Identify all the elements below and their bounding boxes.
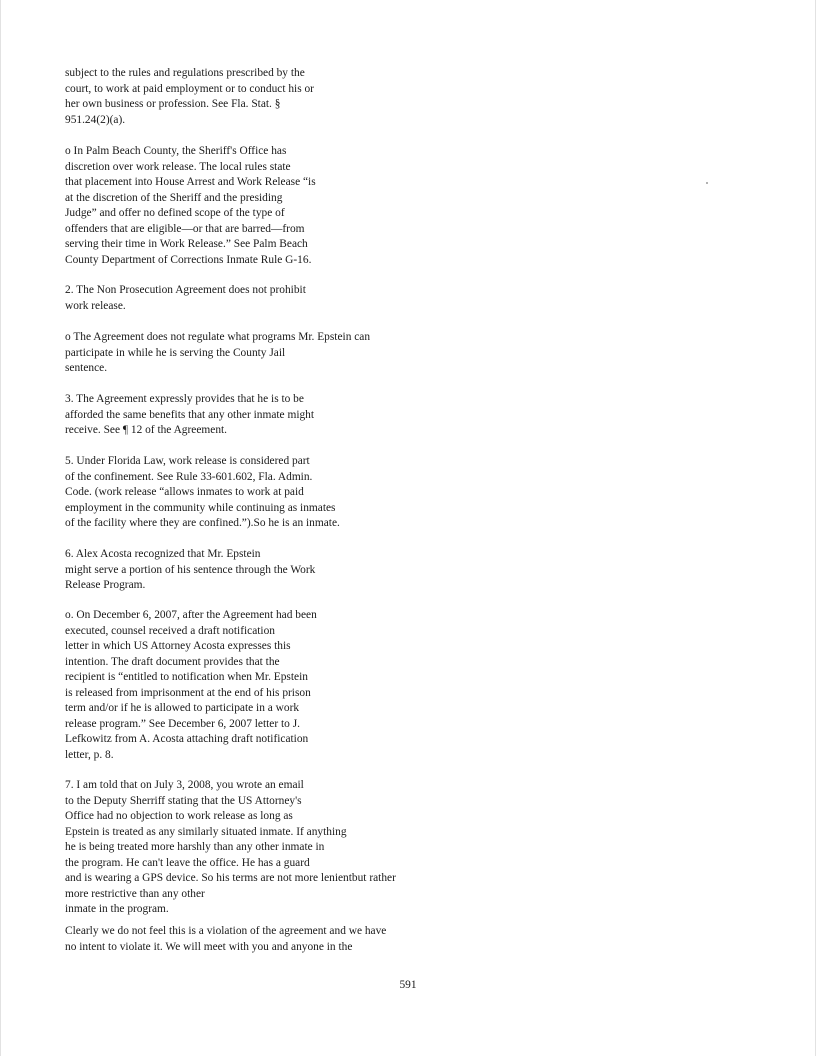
text-line: executed, counsel received a draft notification [65, 624, 275, 637]
text-line: to the Deputy Sherriff stating that the US Attorney's [65, 794, 302, 807]
text-line: serving their time in Work Release.” See Palm Beach [65, 238, 308, 250]
scan-left-edge [0, 0, 1, 1056]
text-line: release program.” See December 6, 2007 letter to J. [65, 717, 300, 730]
text-line: County Department of Corrections Inmate Rule G-16. [65, 253, 312, 266]
text-line: sentence. [65, 362, 108, 374]
text-line: discretion over work release. The local rules state [65, 160, 291, 173]
paragraph-point-2 [65, 283, 306, 314]
text-line: letter in which US Attorney Acosta expresses this [65, 640, 291, 652]
text-line: Epstein is treated as any similarly situated inmate. If anything [65, 825, 347, 838]
text-line: no intent to violate it. We will meet with you and anyone in the [65, 940, 353, 953]
text-line: intention. The draft document provides that the [65, 655, 280, 668]
text-line: letter, p. 8. [65, 748, 114, 761]
paragraph-point-7 [65, 778, 396, 918]
paragraph-agreement-programs [65, 330, 370, 377]
text-line: that placement into House Arrest and Work Release “is [65, 176, 316, 188]
text-line: Clearly we do not feel this is a violation of the agreement and we have [65, 925, 387, 937]
text-line: receive. See ¶ 12 of the Agreement. [65, 424, 228, 436]
text-line: Lefkowitz from A. Acosta attaching draft notification [65, 733, 309, 745]
text-line: 6. Alex Acosta recognized that Mr. Epstein [65, 548, 261, 560]
paragraph-statute [65, 66, 314, 128]
text-line: afforded the same benefits that any other inmate might [65, 408, 315, 421]
text-line: 951.24(2)(a). [65, 113, 126, 126]
text-line: her own business or profession. See Fla. Stat. § [65, 98, 281, 110]
paragraph-point-3 [65, 392, 314, 439]
text-line: court, to work at paid employment or to conduct his or [65, 82, 314, 95]
paragraph-closing [65, 924, 386, 955]
text-line: o In Palm Beach County, the Sheriff's Office has [65, 145, 287, 157]
page-number: 591 [399, 979, 417, 991]
text-line: Office had no objection to work release as long as [65, 810, 293, 822]
text-line: Release Program. [65, 579, 146, 591]
text-line: 7. I am told that on July 3, 2008, you wrote an email [65, 779, 304, 791]
text-line: work release. [65, 299, 126, 312]
text-line: and is wearing a GPS device. So his terms are not more lenientbut rather [65, 872, 396, 884]
text-line: employment in the community while continuing as inmates [65, 501, 336, 514]
text-line: inmate in the program. [65, 903, 169, 915]
text-line: might serve a portion of his sentence through the Work [65, 563, 316, 576]
text-line: Code. (work release “allows inmates to work at paid [65, 486, 304, 498]
text-line: 5. Under Florida Law, work release is considered part [65, 455, 310, 467]
text-line: o The Agreement does not regulate what programs Mr. Epstein can [65, 331, 371, 343]
scan-artifact [706, 182, 708, 184]
text-line: o. On December 6, 2007, after the Agreement had been [65, 609, 317, 621]
paragraph-point-5 [65, 454, 340, 532]
text-line: 2. The Non Prosecution Agreement does not prohibit [65, 284, 306, 296]
text-line: he is being treated more harshly than any other inmate in [65, 841, 325, 853]
text-line: term and/or if he is allowed to participate in a work [65, 702, 300, 714]
paragraph-draft-notification [65, 608, 317, 763]
text-line: recipient is “entitled to notification when Mr. Epstein [65, 671, 308, 683]
text-line: the program. He can't leave the office. He has a guard [65, 856, 310, 869]
paragraph-point-6 [65, 547, 315, 594]
text-line: 3. The Agreement expressly provides that he is to be [65, 393, 304, 405]
text-line: more restrictive than any other [65, 887, 205, 900]
text-line: Judge” and offer no defined scope of the type of [65, 207, 285, 219]
text-line: subject to the rules and regulations prescribed by the [65, 67, 305, 79]
text-line: offenders that are eligible—or that are barred—from [65, 222, 305, 235]
text-line: participate in while he is serving the County Jail [65, 346, 286, 359]
text-line: of the facility where they are confined.”).So he is an inmate. [65, 517, 340, 529]
paragraph-palm-beach [65, 144, 316, 268]
text-line: of the confinement. See Rule 33-601.602, Fla. Admin. [65, 470, 313, 483]
text-line: is released from imprisonment at the end of his prison [65, 686, 311, 699]
text-line: at the discretion of the Sheriff and the presiding [65, 191, 283, 204]
